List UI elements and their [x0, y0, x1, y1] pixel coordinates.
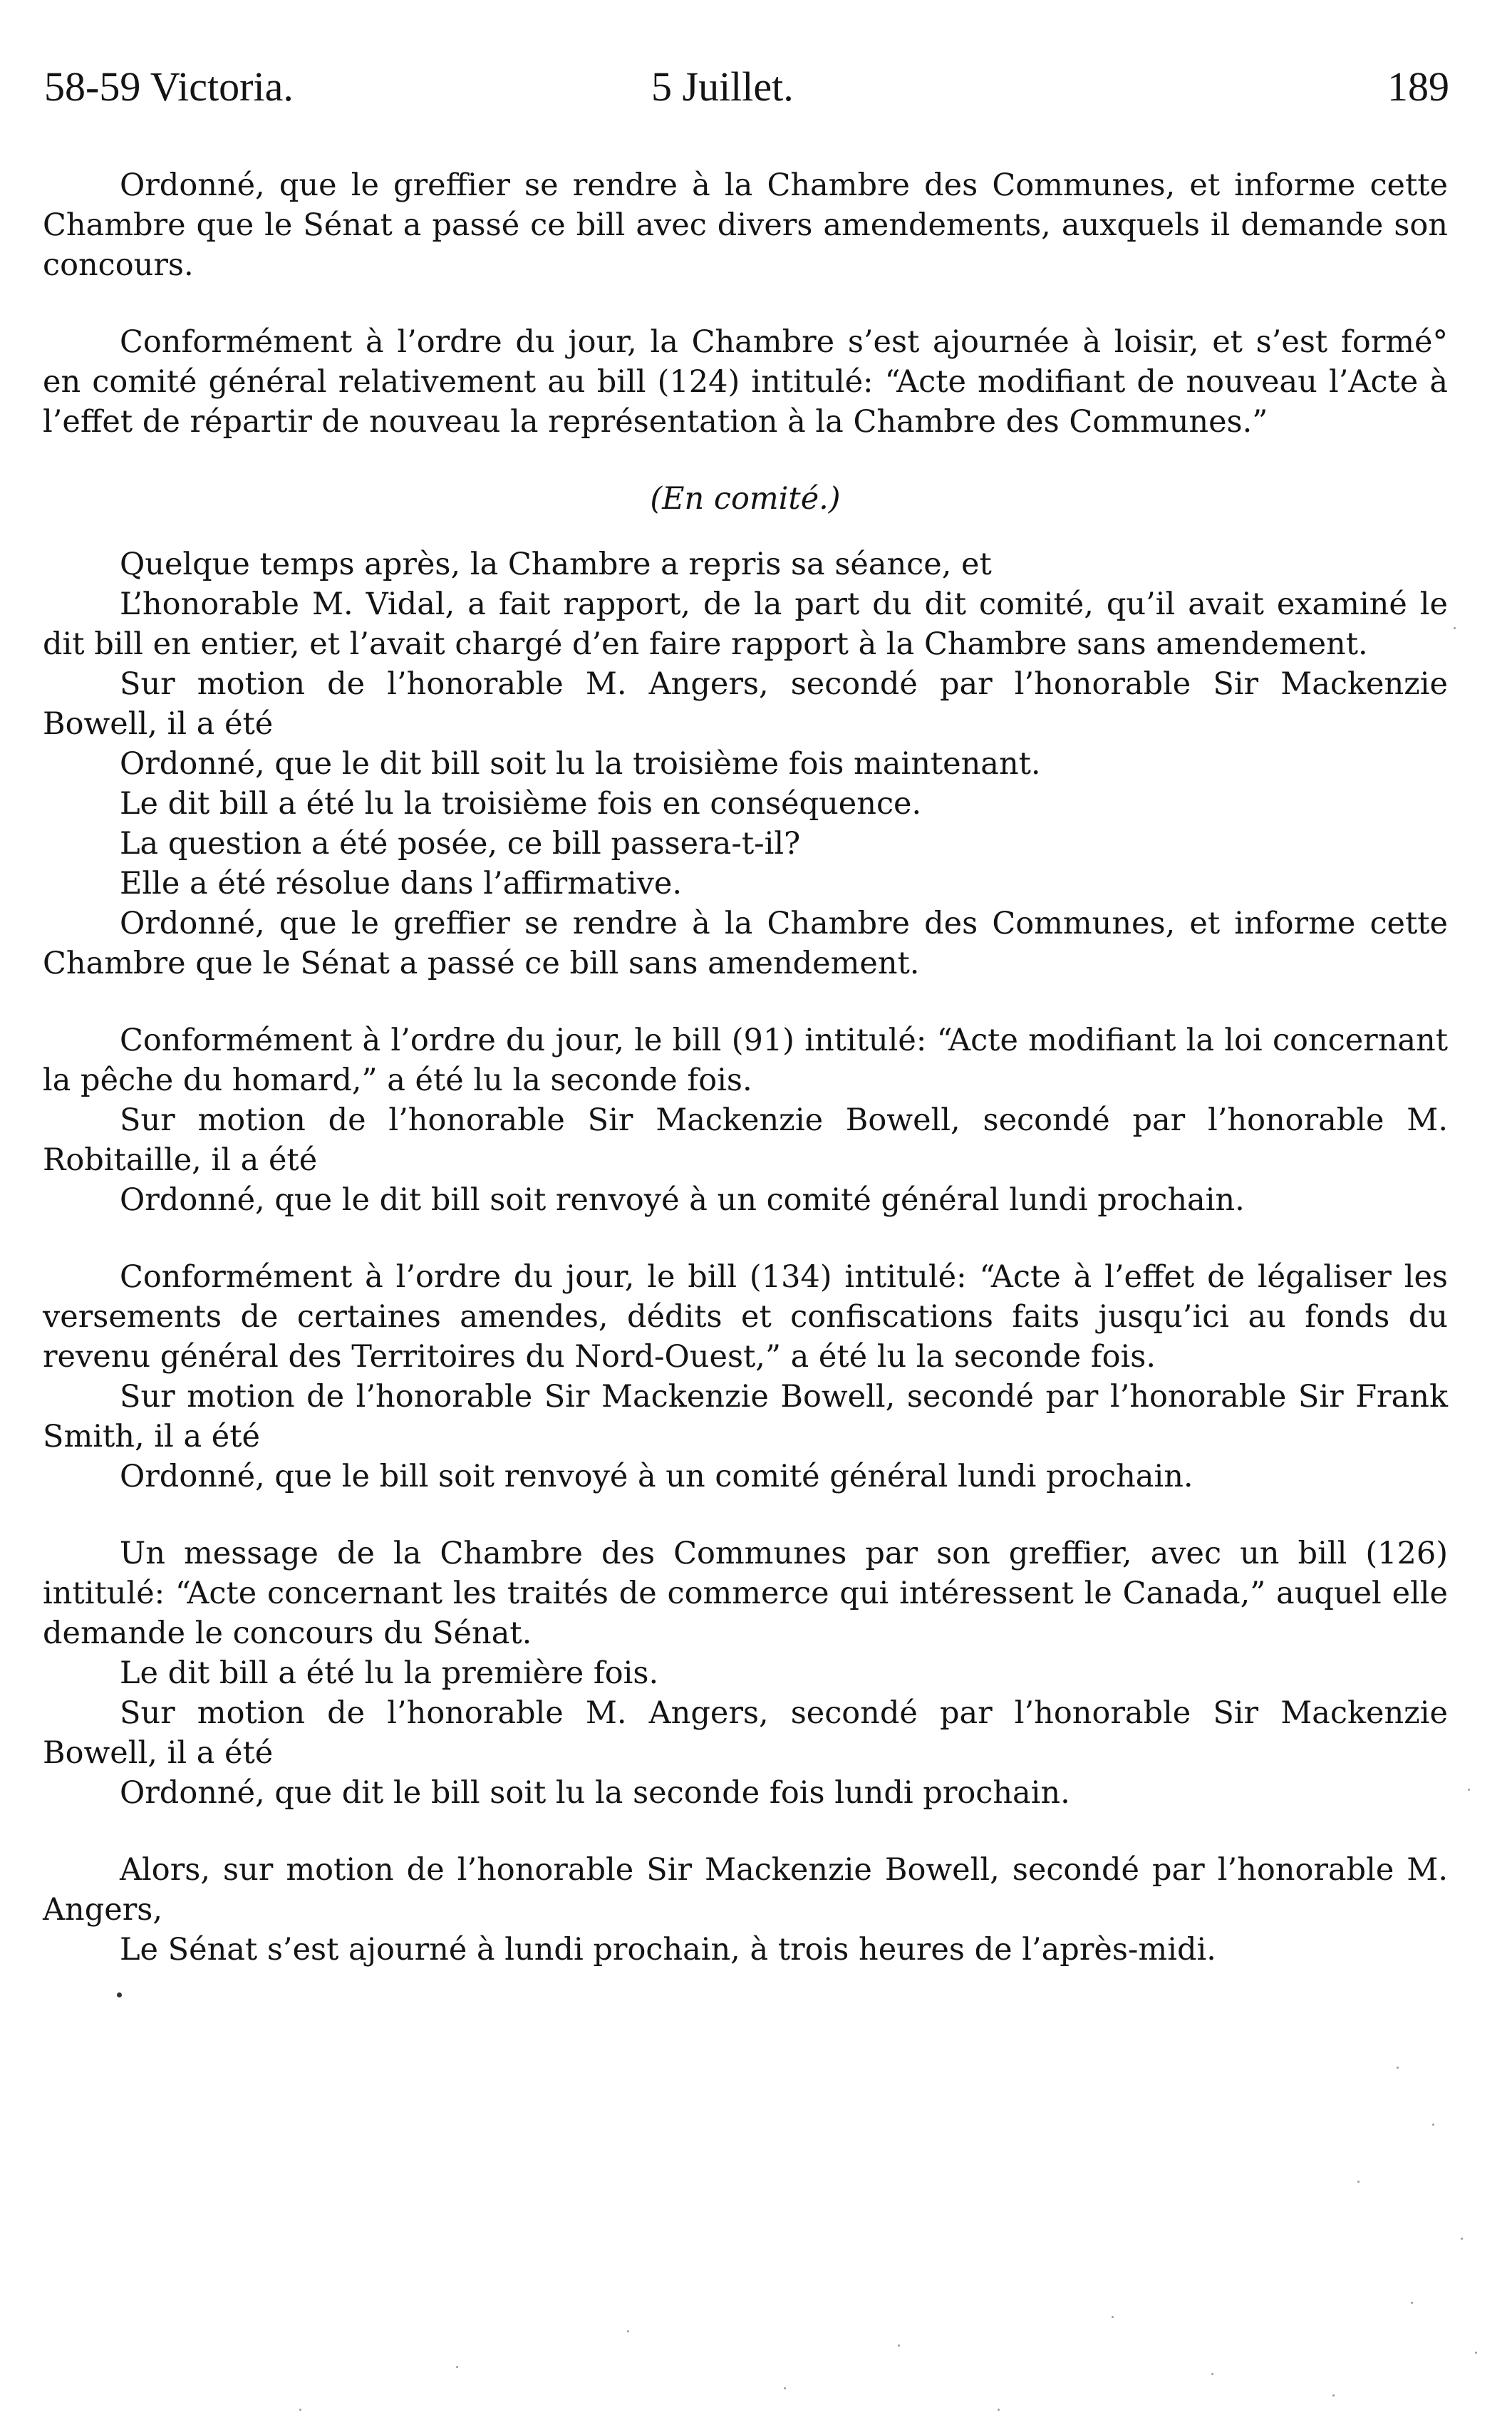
- header-session: 58-59 Victoria.: [44, 63, 294, 110]
- paragraph-adjournment-motion: Alors, sur motion de l’honorable Sir Mackenzie Bowell, secondé par l’honorable M. Angers,: [43, 1852, 1448, 1928]
- paragraph-motion-bowell-robitaille: Sur motion de l’honorable Sir Mackenzie Bowell, secondé par l’honorable M. Robitaille, il a été: [43, 1102, 1448, 1178]
- journal-body: [43, 165, 1448, 1970]
- paragraph-message-bill-126: Un message de la Chambre des Communes par son greffier, avec un bill (126) intitulé: “Acte concernant les traités de commerce qui intéressent le Canada,” auquel elle demande le concours du Sénat.: [43, 1536, 1448, 1651]
- paragraph-motion-angers-bowell: Sur motion de l’honorable M. Angers, secondé par l’honorable Sir Mackenzie Bowell, il a été: [43, 1695, 1448, 1771]
- header-date: 5 Juillet.: [651, 63, 794, 110]
- paragraph-adjournment: Le Sénat s’est ajourné à lundi prochain, à trois heures de l’après-midi.: [120, 1932, 1216, 1968]
- paragraph-third-reading-done: Le dit bill a été lu la troisième fois en conséquence.: [120, 786, 922, 822]
- section-heading-en-comite: (En comité.): [650, 481, 841, 517]
- paragraph-bill-91: Conformément à l’ordre du jour, le bill (91) intitulé: “Acte modifiant la loi concernant la pêche du homard,” a été lu la seconde fois.: [43, 1023, 1448, 1098]
- paragraph-resumed-sitting: Quelque temps après, la Chambre a repris sa séance, et: [120, 547, 992, 582]
- paragraph-first-reading: Le dit bill a été lu la première fois.: [120, 1655, 659, 1691]
- paragraph-question: La question a été posée, ce bill passera-t-il?: [120, 826, 801, 862]
- paragraph-order-commons-no-amendment: Ordonné, que le greffier se rendre à la Chambre des Communes, et informe cette Chambre que le Sénat a passé ce bill sans amendement.: [43, 906, 1448, 981]
- paragraph-motion-bowell-smith: Sur motion de l’honorable Sir Mackenzie Bowell, secondé par l’honorable Sir Frank Smith, il a été: [43, 1379, 1448, 1454]
- paragraph-bill-91-committee: Ordonné, que le dit bill soit renvoyé à un comité général lundi prochain.: [120, 1182, 1245, 1218]
- page-header: [44, 63, 1449, 113]
- paragraph-motion-angers: Sur motion de l’honorable M. Angers, secondé par l’honorable Sir Mackenzie Bowell, il a été: [43, 666, 1448, 742]
- paragraph-committee-bill-124: Conformément à l’ordre du jour, la Chambre s’est ajournée à loisir, et s’est formé° en comité général relativement au bill (124) intitulé: “Acte modifiant de nouveau l’Acte à l’effet de répartir de nouveau la représentation à la Chambre des Communes.”: [43, 324, 1448, 440]
- paragraph-bill-134-committee: Ordonné, que le bill soit renvoyé à un comité général lundi prochain.: [120, 1459, 1193, 1494]
- paragraph-vidal-report: L’honorable M. Vidal, a fait rapport, de la part du dit comité, qu’il avait examiné le dit bill en entier, et l’avait chargé d’en faire rapport à la Chambre sans amendement.: [43, 586, 1448, 662]
- paragraph-order-commons-amendments: Ordonné, que le greffier se rendre à la Chambre des Communes, et informe cette Chambre que le Sénat a passé ce bill avec divers amendements, auxquels il demande son concours.: [43, 167, 1448, 283]
- paragraph-resolved: Elle a été résolue dans l’affirmative.: [120, 866, 683, 901]
- paragraph-third-reading-order: Ordonné, que le dit bill soit lu la troisième fois maintenant.: [120, 746, 1041, 782]
- paragraph-second-reading-order: Ordonné, que dit le bill soit lu la seconde fois lundi prochain.: [120, 1775, 1070, 1811]
- page-number: 189: [1387, 63, 1449, 110]
- paragraph-bill-134: Conformément à l’ordre du jour, le bill (134) intitulé: “Acte à l’effet de légaliser les versements de certaines amendes, dédits et confiscations faits jusqu’ici au fonds du revenu général des Territoires du Nord-Ouest,” a été lu la seconde fois.: [43, 1259, 1448, 1375]
- ink-dot: [117, 1992, 122, 1997]
